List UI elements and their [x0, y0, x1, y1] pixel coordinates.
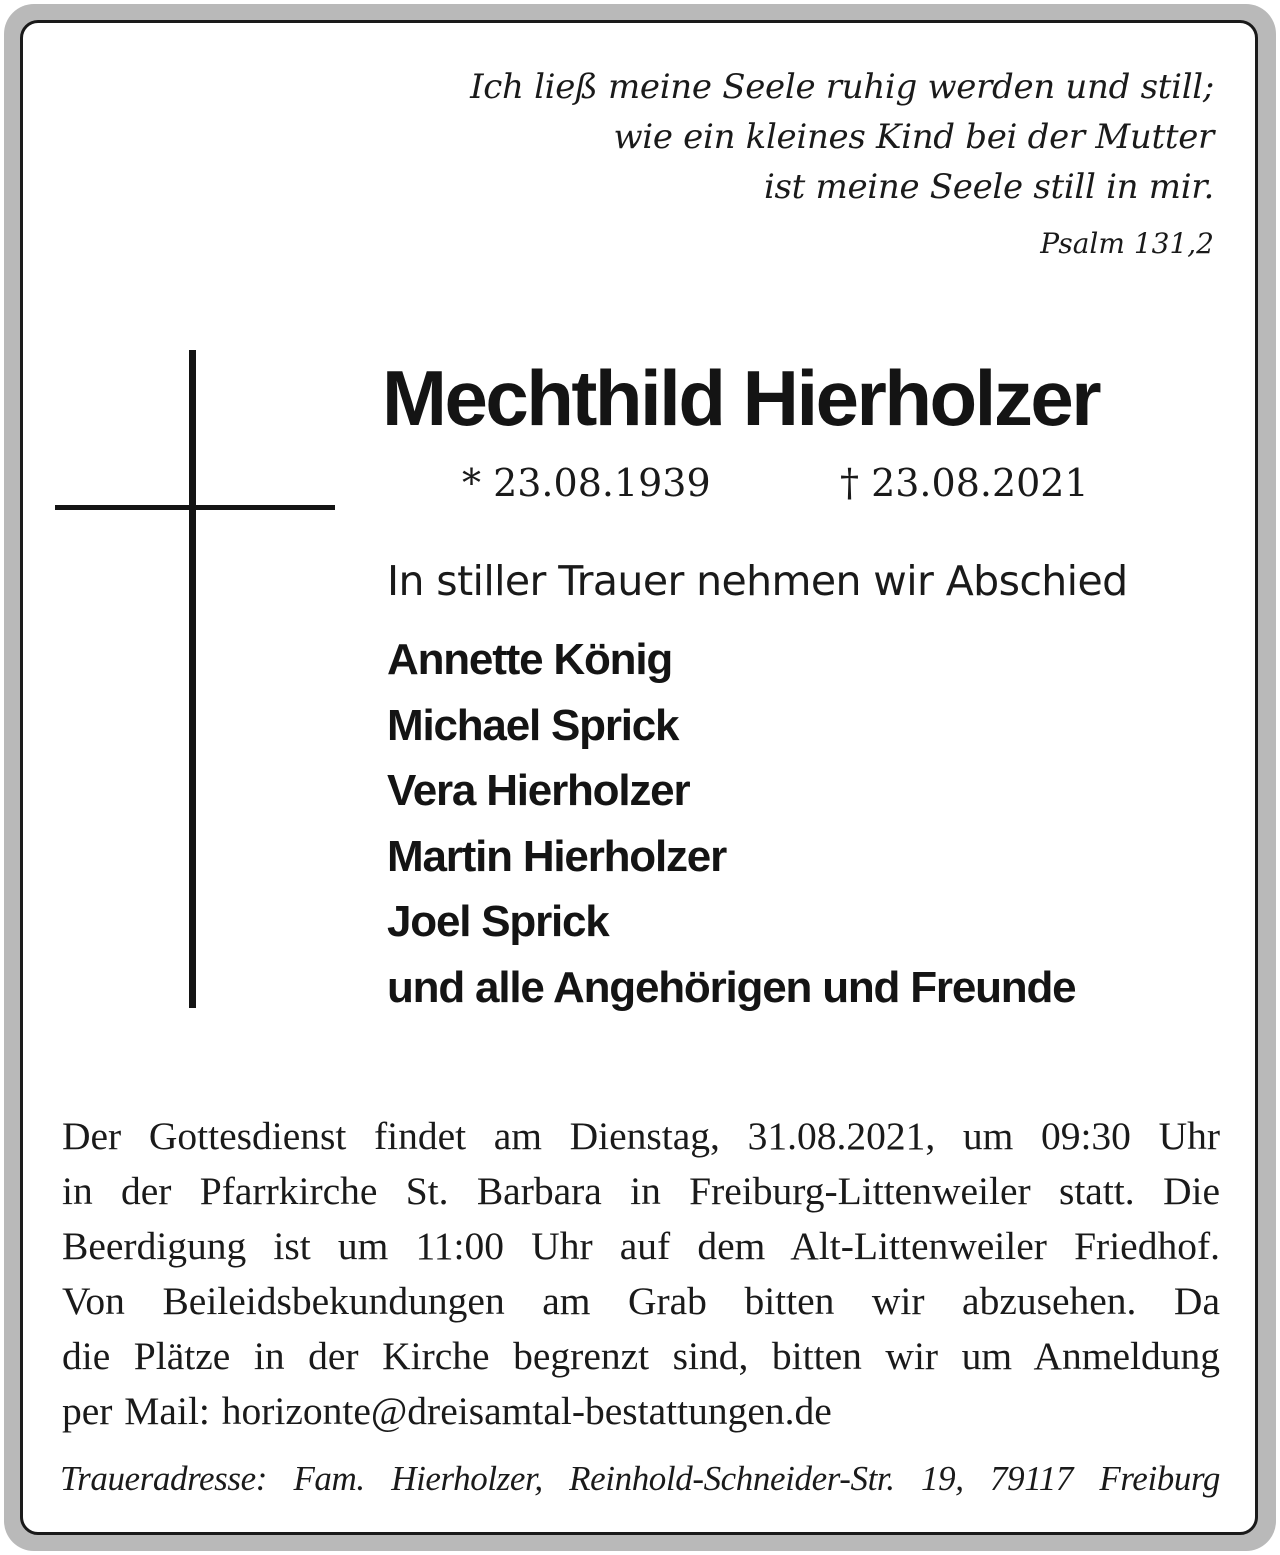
service-details: [62, 1109, 1220, 1439]
mourner-item: und alle Angehörigen und Freunde: [387, 962, 1076, 1012]
cross-icon-vertical-bar: [189, 350, 196, 1008]
psalm-line: wie ein kleines Kind bei der Mutter: [613, 117, 1214, 157]
service-line: Der Gottesdienst findet am Dienstag, 31.08.2021, um 09:30 Uhr: [62, 1114, 1220, 1158]
service-line: Beerdigung ist um 11:00 Uhr auf dem Alt-Littenweiler Friedhof.: [62, 1224, 1220, 1268]
psalm-quote: [470, 62, 1214, 264]
mourning-address: Traueradresse: Fam. Hierholzer, Reinhold-Schneider-Str. 19, 79117 Freiburg: [60, 1459, 1220, 1498]
service-line: in der Pfarrkirche St. Barbara in Freiburg-Littenweiler statt. Die: [62, 1169, 1220, 1213]
mourner-item: Vera Hierholzer: [387, 766, 690, 816]
cross-icon-horizontal-bar: [55, 505, 335, 510]
birth-date: * 23.08.1939: [462, 461, 711, 505]
service-line: die Plätze in der Kirche begrenzt sind, bitten wir um Anmeldung: [62, 1334, 1220, 1378]
mourner-item: Joel Sprick: [387, 897, 609, 947]
mourner-item: Martin Hierholzer: [387, 831, 726, 881]
psalm-line: Ich ließ meine Seele ruhig werden und still;: [470, 67, 1214, 107]
deceased-name: Mechthild Hierholzer: [382, 354, 1100, 442]
psalm-line: ist meine Seele still in mir.: [763, 167, 1214, 207]
mourners-list: [387, 627, 1075, 1021]
mourner-item: Annette König: [387, 635, 673, 684]
mourning-line: In stiller Trauer nehmen wir Abschied: [387, 557, 1128, 605]
service-line: per Mail: horizonte@dreisamtal-bestattungen.de: [62, 1389, 832, 1433]
service-line: Von Beileidsbekundungen am Grab bitten wir abzusehen. Da: [62, 1279, 1220, 1323]
death-date: † 23.08.2021: [840, 461, 1089, 505]
mourner-item: Michael Sprick: [387, 700, 679, 750]
psalm-reference: Psalm 131,2: [1040, 227, 1214, 260]
